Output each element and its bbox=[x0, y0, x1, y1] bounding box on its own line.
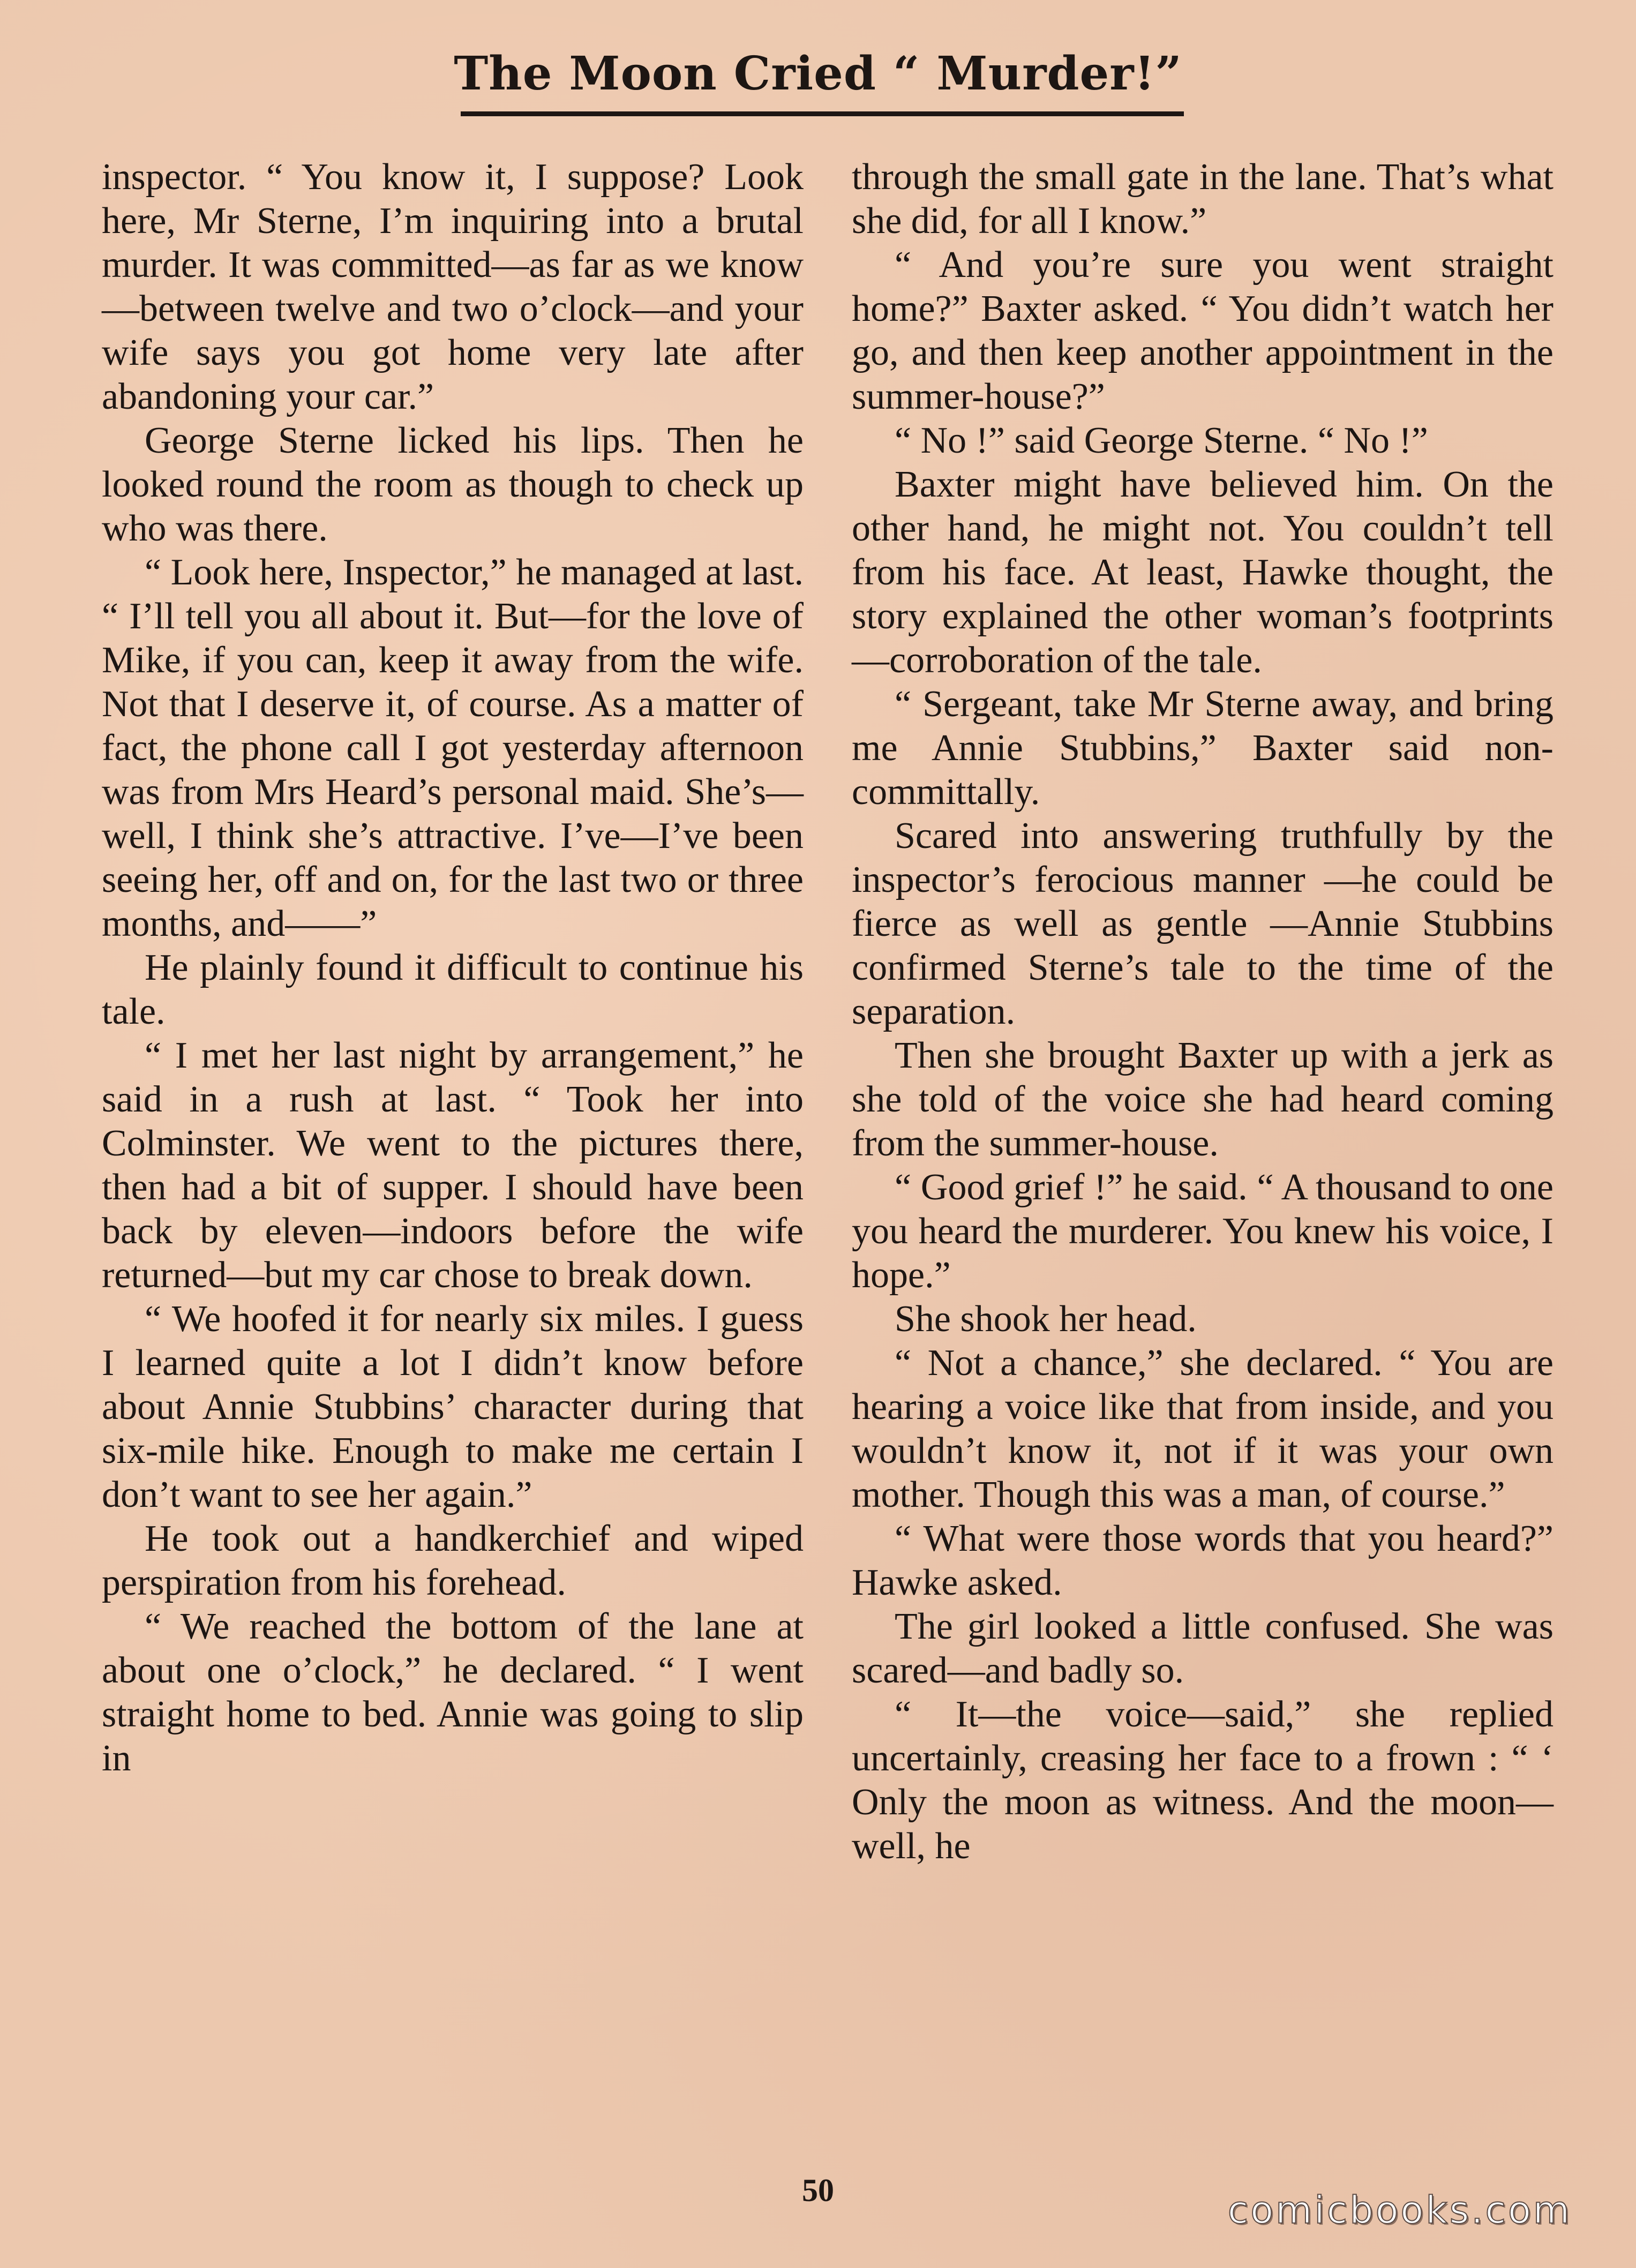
paragraph: “ No !” said George Sterne. “ No !” bbox=[895, 420, 1428, 461]
right-text-column bbox=[852, 155, 1554, 1868]
paragraph: “ Look here, Inspector,” he managed at last. “ I’ll tell you all about it. But—for the love of Mike, if you can, keep it away from the wife. Not that I deserve it, of course. As a matter of fact, the phone call I got yesterday afternoon was from Mrs Heard’s personal maid. She’s—well, I think she’s attractive. I’ve—I’ve been seeing her, off and on, for the last two or three months, and——” bbox=[102, 552, 804, 944]
title-underline bbox=[461, 111, 1184, 116]
paragraph: inspector. “ You know it, I suppose? Look here, Mr Sterne, I’m inquiring into a brutal murder. It was committed—as far as we know—between twelve and two o’clock—and your wife says you got home very late after abandoning your car.” bbox=[102, 156, 804, 417]
paragraph: He took out a handkerchief and wiped perspiration from his forehead. bbox=[102, 1518, 804, 1603]
paragraph: “ We reached the bottom of the lane at about one o’clock,” he declared. “ I went straight home to bed. Annie was going to slip in bbox=[102, 1606, 804, 1779]
left-text-column bbox=[102, 155, 804, 1781]
paragraph: George Sterne licked his lips. Then he looked round the room as though to check up who was there. bbox=[102, 420, 804, 549]
paragraph: “ It—the voice—said,” she replied uncertainly, creasing her face to a frown : “ ‘ Only the moon as witness. And the moon—well, he bbox=[852, 1694, 1554, 1867]
paragraph: “ Good grief !” he said. “ A thousand to one you heard the murderer. You knew his voice, I hope.” bbox=[852, 1167, 1554, 1296]
page-number: 50 bbox=[802, 2173, 834, 2208]
paragraph: He plainly found it difficult to continue his tale. bbox=[102, 947, 804, 1032]
paragraph: “ What were those words that you heard?” Hawke asked. bbox=[852, 1518, 1554, 1603]
watermark-logo: comicbooks.com bbox=[1227, 2188, 1572, 2232]
paragraph: The girl looked a little confused. She was scared—and badly so. bbox=[852, 1606, 1554, 1691]
paragraph: through the small gate in the lane. That’s what she did, for all I know.” bbox=[852, 156, 1554, 242]
paragraph: Baxter might have believed him. On the other hand, he might not. You couldn’t tell from his face. At least, Hawke thought, the story explained the other woman’s footprints—corroboration of the tale. bbox=[852, 464, 1554, 681]
paragraph: “ I met her last night by arrangement,” he said in a rush at last. “ Took her into Colminster. We went to the pictures there, then had a bit of supper. I should have been back by eleven—indoors before the wife returned—but my car chose to break down. bbox=[102, 1035, 804, 1296]
paragraph: “ Sergeant, take Mr Sterne away, and bring me Annie Stubbins,” Baxter said non-committally. bbox=[852, 684, 1554, 813]
paragraph: “ We hoofed it for nearly six miles. I guess I learned quite a lot I didn’t know before about Annie Stubbins’ character during that six-mile hike. Enough to make me certain I don’t want to see her again.” bbox=[102, 1298, 804, 1515]
paragraph: Then she brought Baxter up with a jerk as she told of the voice she had heard coming from the summer-house. bbox=[852, 1035, 1554, 1164]
paragraph: “ And you’re sure you went straight home?” Baxter asked. “ You didn’t watch her go, and then keep another appointment in the summer-house?” bbox=[852, 244, 1554, 417]
page-title: The Moon Cried “ Murder!” bbox=[454, 47, 1182, 101]
paragraph: “ Not a chance,” she declared. “ You are hearing a voice like that from inside, and you wouldn’t know it, not if it was your own mother. Though this was a man, of course.” bbox=[852, 1342, 1554, 1515]
paragraph: She shook her head. bbox=[895, 1298, 1197, 1340]
paragraph: Scared into answering truthfully by the inspector’s ferocious manner —he could be fierce as well as gentle —Annie Stubbins confirmed Sterne’s tale to the time of the separation. bbox=[852, 815, 1554, 1032]
